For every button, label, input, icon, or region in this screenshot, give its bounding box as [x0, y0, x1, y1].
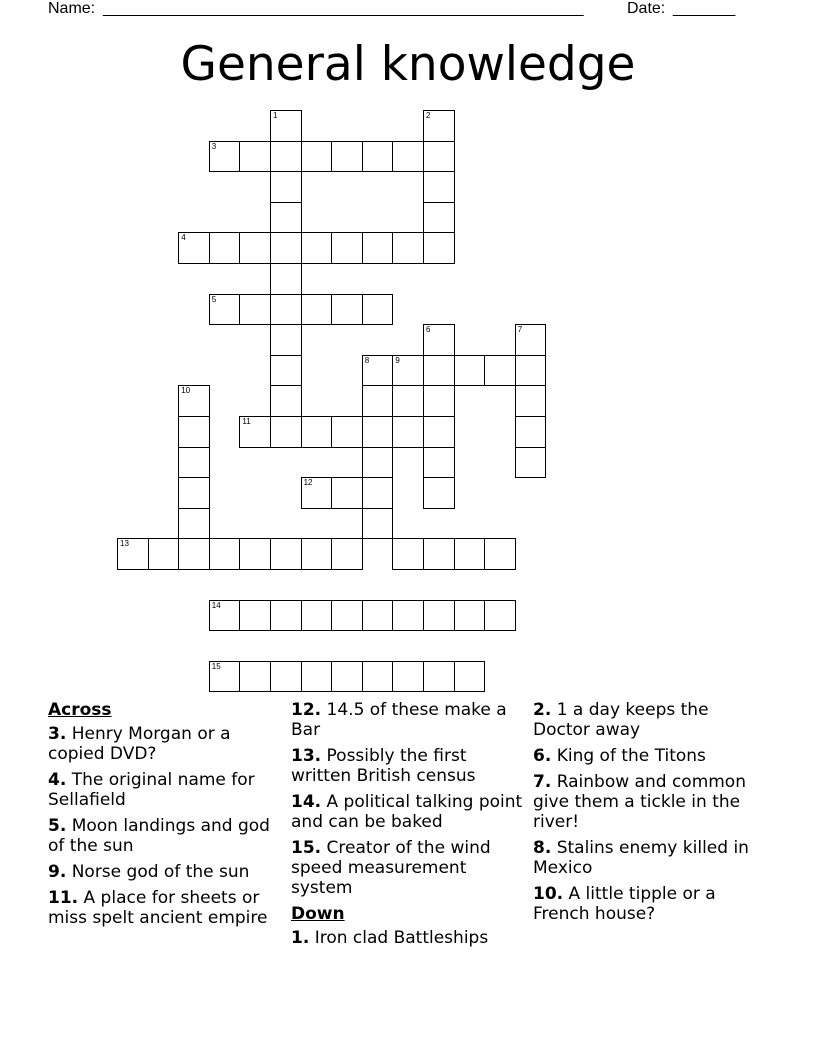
clue-item	[291, 746, 523, 786]
grid-cell[interactable]	[270, 141, 302, 173]
grid-cell[interactable]	[362, 232, 394, 264]
date-line[interactable]: _______	[673, 0, 736, 17]
grid-cell[interactable]	[484, 600, 516, 632]
grid-cell[interactable]	[362, 141, 394, 173]
grid-cell[interactable]	[209, 141, 241, 173]
clue-number: 8.	[533, 838, 552, 858]
grid-cell[interactable]	[301, 538, 333, 570]
grid-cell[interactable]	[454, 355, 486, 387]
clue-number: 10.	[533, 884, 564, 904]
grid-cell[interactable]	[209, 232, 241, 264]
grid-cell[interactable]	[270, 232, 302, 264]
grid-cell[interactable]	[270, 324, 302, 356]
grid-cell[interactable]	[362, 385, 394, 417]
grid-cell[interactable]	[484, 355, 516, 387]
grid-cell[interactable]	[515, 385, 547, 417]
clue-number: 15	[211, 661, 221, 671]
clue-text: Stalins enemy killed in Mexico	[533, 838, 749, 878]
grid-cell[interactable]	[331, 294, 363, 326]
grid-cell[interactable]	[301, 416, 333, 448]
grid-cell[interactable]	[239, 141, 271, 173]
grid-cell[interactable]	[331, 232, 363, 264]
grid-cell[interactable]	[239, 294, 271, 326]
grid-cell[interactable]	[270, 385, 302, 417]
grid-cell[interactable]	[423, 171, 455, 203]
grid-cell[interactable]	[423, 232, 455, 264]
clue-number: 7.	[533, 772, 552, 792]
clue-number: 2	[426, 111, 431, 120]
grid-cell[interactable]	[178, 385, 210, 417]
clue-text: Henry Morgan or a copied DVD?	[48, 724, 231, 764]
grid-cell[interactable]	[362, 661, 394, 693]
clue-item	[48, 724, 280, 764]
grid-cell[interactable]	[270, 355, 302, 387]
grid-cell[interactable]	[148, 538, 180, 570]
clue-number: 1	[273, 111, 278, 120]
clue-item	[533, 884, 765, 924]
grid-cell[interactable]	[239, 661, 271, 693]
grid-cell[interactable]	[270, 416, 302, 448]
clue-number: 4.	[48, 770, 67, 790]
clue-item	[291, 700, 523, 740]
grid-cell[interactable]	[301, 661, 333, 693]
grid-cell[interactable]	[423, 385, 455, 417]
clue-text: Iron clad Battleships	[309, 928, 489, 948]
grid-cell[interactable]	[301, 294, 333, 326]
grid-cell[interactable]	[270, 110, 302, 142]
grid-cell[interactable]	[209, 294, 241, 326]
clue-item	[533, 772, 765, 832]
grid-cell[interactable]	[301, 600, 333, 632]
grid-cell[interactable]	[331, 477, 363, 509]
clue-number: 5	[211, 294, 217, 304]
grid-cell[interactable]	[239, 416, 271, 448]
grid-cell[interactable]	[178, 447, 210, 479]
grid-cell[interactable]	[515, 447, 547, 479]
clue-text: Moon landings and god of the sun	[48, 816, 270, 856]
grid-cell[interactable]	[239, 600, 271, 632]
grid-cell[interactable]	[454, 661, 486, 693]
grid-cell[interactable]	[270, 263, 302, 295]
grid-cell[interactable]	[239, 232, 271, 264]
clue-item	[48, 770, 280, 810]
clue-item	[48, 816, 280, 856]
grid-cell[interactable]	[392, 416, 424, 448]
grid-cell[interactable]	[423, 110, 455, 142]
grid-cell[interactable]	[362, 355, 394, 387]
clue-number: 13	[120, 539, 129, 549]
grid-cell[interactable]	[331, 416, 363, 448]
grid-cell[interactable]	[270, 202, 302, 234]
name-label: Name:	[48, 0, 96, 17]
clue-number: 9.	[48, 862, 67, 882]
clue-number: 11	[242, 417, 251, 426]
grid-cell[interactable]	[239, 538, 271, 570]
clue-number: 10	[181, 386, 191, 396]
name-line[interactable]: ______________________________________________________	[103, 0, 584, 17]
grid-cell[interactable]	[362, 477, 394, 509]
grid-cell[interactable]	[423, 447, 455, 479]
clue-item	[291, 838, 523, 898]
clue-number: 3.	[48, 724, 67, 744]
clue-text: A place for sheets or miss spelt ancient empire	[48, 888, 268, 928]
grid-cell[interactable]	[209, 600, 241, 632]
clue-text: Norse god of the sun	[66, 862, 250, 882]
down-heading: Down	[291, 904, 345, 924]
grid-cell[interactable]	[178, 416, 210, 448]
grid-cell[interactable]	[362, 600, 394, 632]
grid-cell[interactable]	[423, 324, 455, 356]
clue-number: 6	[426, 325, 431, 335]
clue-item	[291, 792, 523, 832]
clue-text: Possibly the first written British census	[291, 746, 476, 786]
clues-column-1	[48, 700, 280, 934]
grid-cell[interactable]	[209, 661, 241, 693]
clue-text: A political talking point and can be baked	[291, 792, 523, 832]
grid-cell[interactable]	[117, 538, 149, 570]
clue-number: 13.	[291, 746, 322, 766]
clue-number: 2.	[533, 700, 552, 720]
clue-number: 14	[211, 600, 221, 610]
grid-cell[interactable]	[423, 355, 455, 387]
clue-number: 15.	[291, 838, 322, 858]
grid-cell[interactable]	[392, 661, 424, 693]
grid-cell[interactable]	[331, 600, 363, 632]
clue-number: 9	[395, 355, 400, 365]
clue-number: 7	[517, 325, 523, 335]
grid-cell[interactable]	[454, 600, 486, 632]
clue-text: Creator of the wind speed measurement system	[291, 838, 491, 898]
clue-item	[533, 838, 765, 878]
clue-item	[48, 862, 280, 882]
clue-number: 12	[303, 478, 313, 488]
grid-cell[interactable]	[515, 416, 547, 448]
grid-cell[interactable]	[301, 141, 333, 173]
grid-cell[interactable]	[362, 508, 394, 540]
clue-item	[533, 700, 765, 740]
page-title: General knowledge	[180, 37, 636, 92]
grid-cell[interactable]	[423, 538, 455, 570]
grid-cell[interactable]	[392, 141, 424, 173]
clue-text: King of the Titons	[551, 746, 706, 766]
clues-column-2	[291, 700, 523, 954]
grid-cell[interactable]	[270, 661, 302, 693]
grid-cell[interactable]	[392, 232, 424, 264]
clue-text: The original name for Sellafield	[48, 770, 255, 810]
clue-number: 11.	[48, 888, 79, 908]
clue-number: 12.	[291, 700, 322, 720]
grid-cell[interactable]	[423, 416, 455, 448]
clue-number: 3	[211, 141, 217, 151]
grid-cell[interactable]	[423, 661, 455, 693]
grid-cell[interactable]	[515, 355, 547, 387]
clue-text: Rainbow and common give them a tickle in the river!	[533, 772, 746, 832]
clue-number: 6.	[533, 746, 552, 766]
grid-cell[interactable]	[331, 661, 363, 693]
grid-cell[interactable]	[362, 294, 394, 326]
clue-number: 1.	[291, 928, 310, 948]
clue-text: 1 a day keeps the Doctor away	[533, 700, 709, 740]
date-label: Date:	[627, 0, 666, 17]
grid-cell[interactable]	[270, 538, 302, 570]
grid-cell[interactable]	[423, 600, 455, 632]
grid-cell[interactable]	[178, 232, 210, 264]
grid-cell[interactable]	[392, 538, 424, 570]
clues-column-3	[533, 700, 765, 930]
across-heading: Across	[48, 700, 112, 720]
grid-cell[interactable]	[515, 324, 547, 356]
grid-cell[interactable]	[423, 141, 455, 173]
clue-item	[533, 746, 765, 766]
grid-cell[interactable]	[270, 600, 302, 632]
grid-cell[interactable]	[270, 294, 302, 326]
grid-cell[interactable]	[392, 355, 424, 387]
grid-cell[interactable]	[454, 538, 486, 570]
clue-item	[291, 928, 523, 948]
grid-cell[interactable]	[423, 202, 455, 234]
grid-cell[interactable]	[331, 141, 363, 173]
grid-cell[interactable]	[362, 416, 394, 448]
grid-cell[interactable]	[331, 538, 363, 570]
clue-item	[48, 888, 280, 928]
clue-number: 5.	[48, 816, 67, 836]
grid-cell[interactable]	[178, 538, 210, 570]
grid-cell[interactable]	[301, 477, 333, 509]
grid-cell[interactable]	[423, 477, 455, 509]
grid-cell[interactable]	[362, 447, 394, 479]
grid-cell[interactable]	[178, 477, 210, 509]
grid-cell[interactable]	[209, 538, 241, 570]
grid-cell[interactable]	[178, 508, 210, 540]
grid-cell[interactable]	[392, 600, 424, 632]
clue-number: 14.	[291, 792, 322, 812]
grid-cell[interactable]	[484, 538, 516, 570]
grid-cell[interactable]	[301, 232, 333, 264]
clue-text: A little tipple or a French house?	[533, 884, 716, 924]
grid-cell[interactable]	[270, 171, 302, 203]
clue-text: 14.5 of these make a Bar	[291, 700, 507, 740]
clue-number: 4	[181, 233, 186, 243]
clue-number: 8	[364, 355, 370, 365]
